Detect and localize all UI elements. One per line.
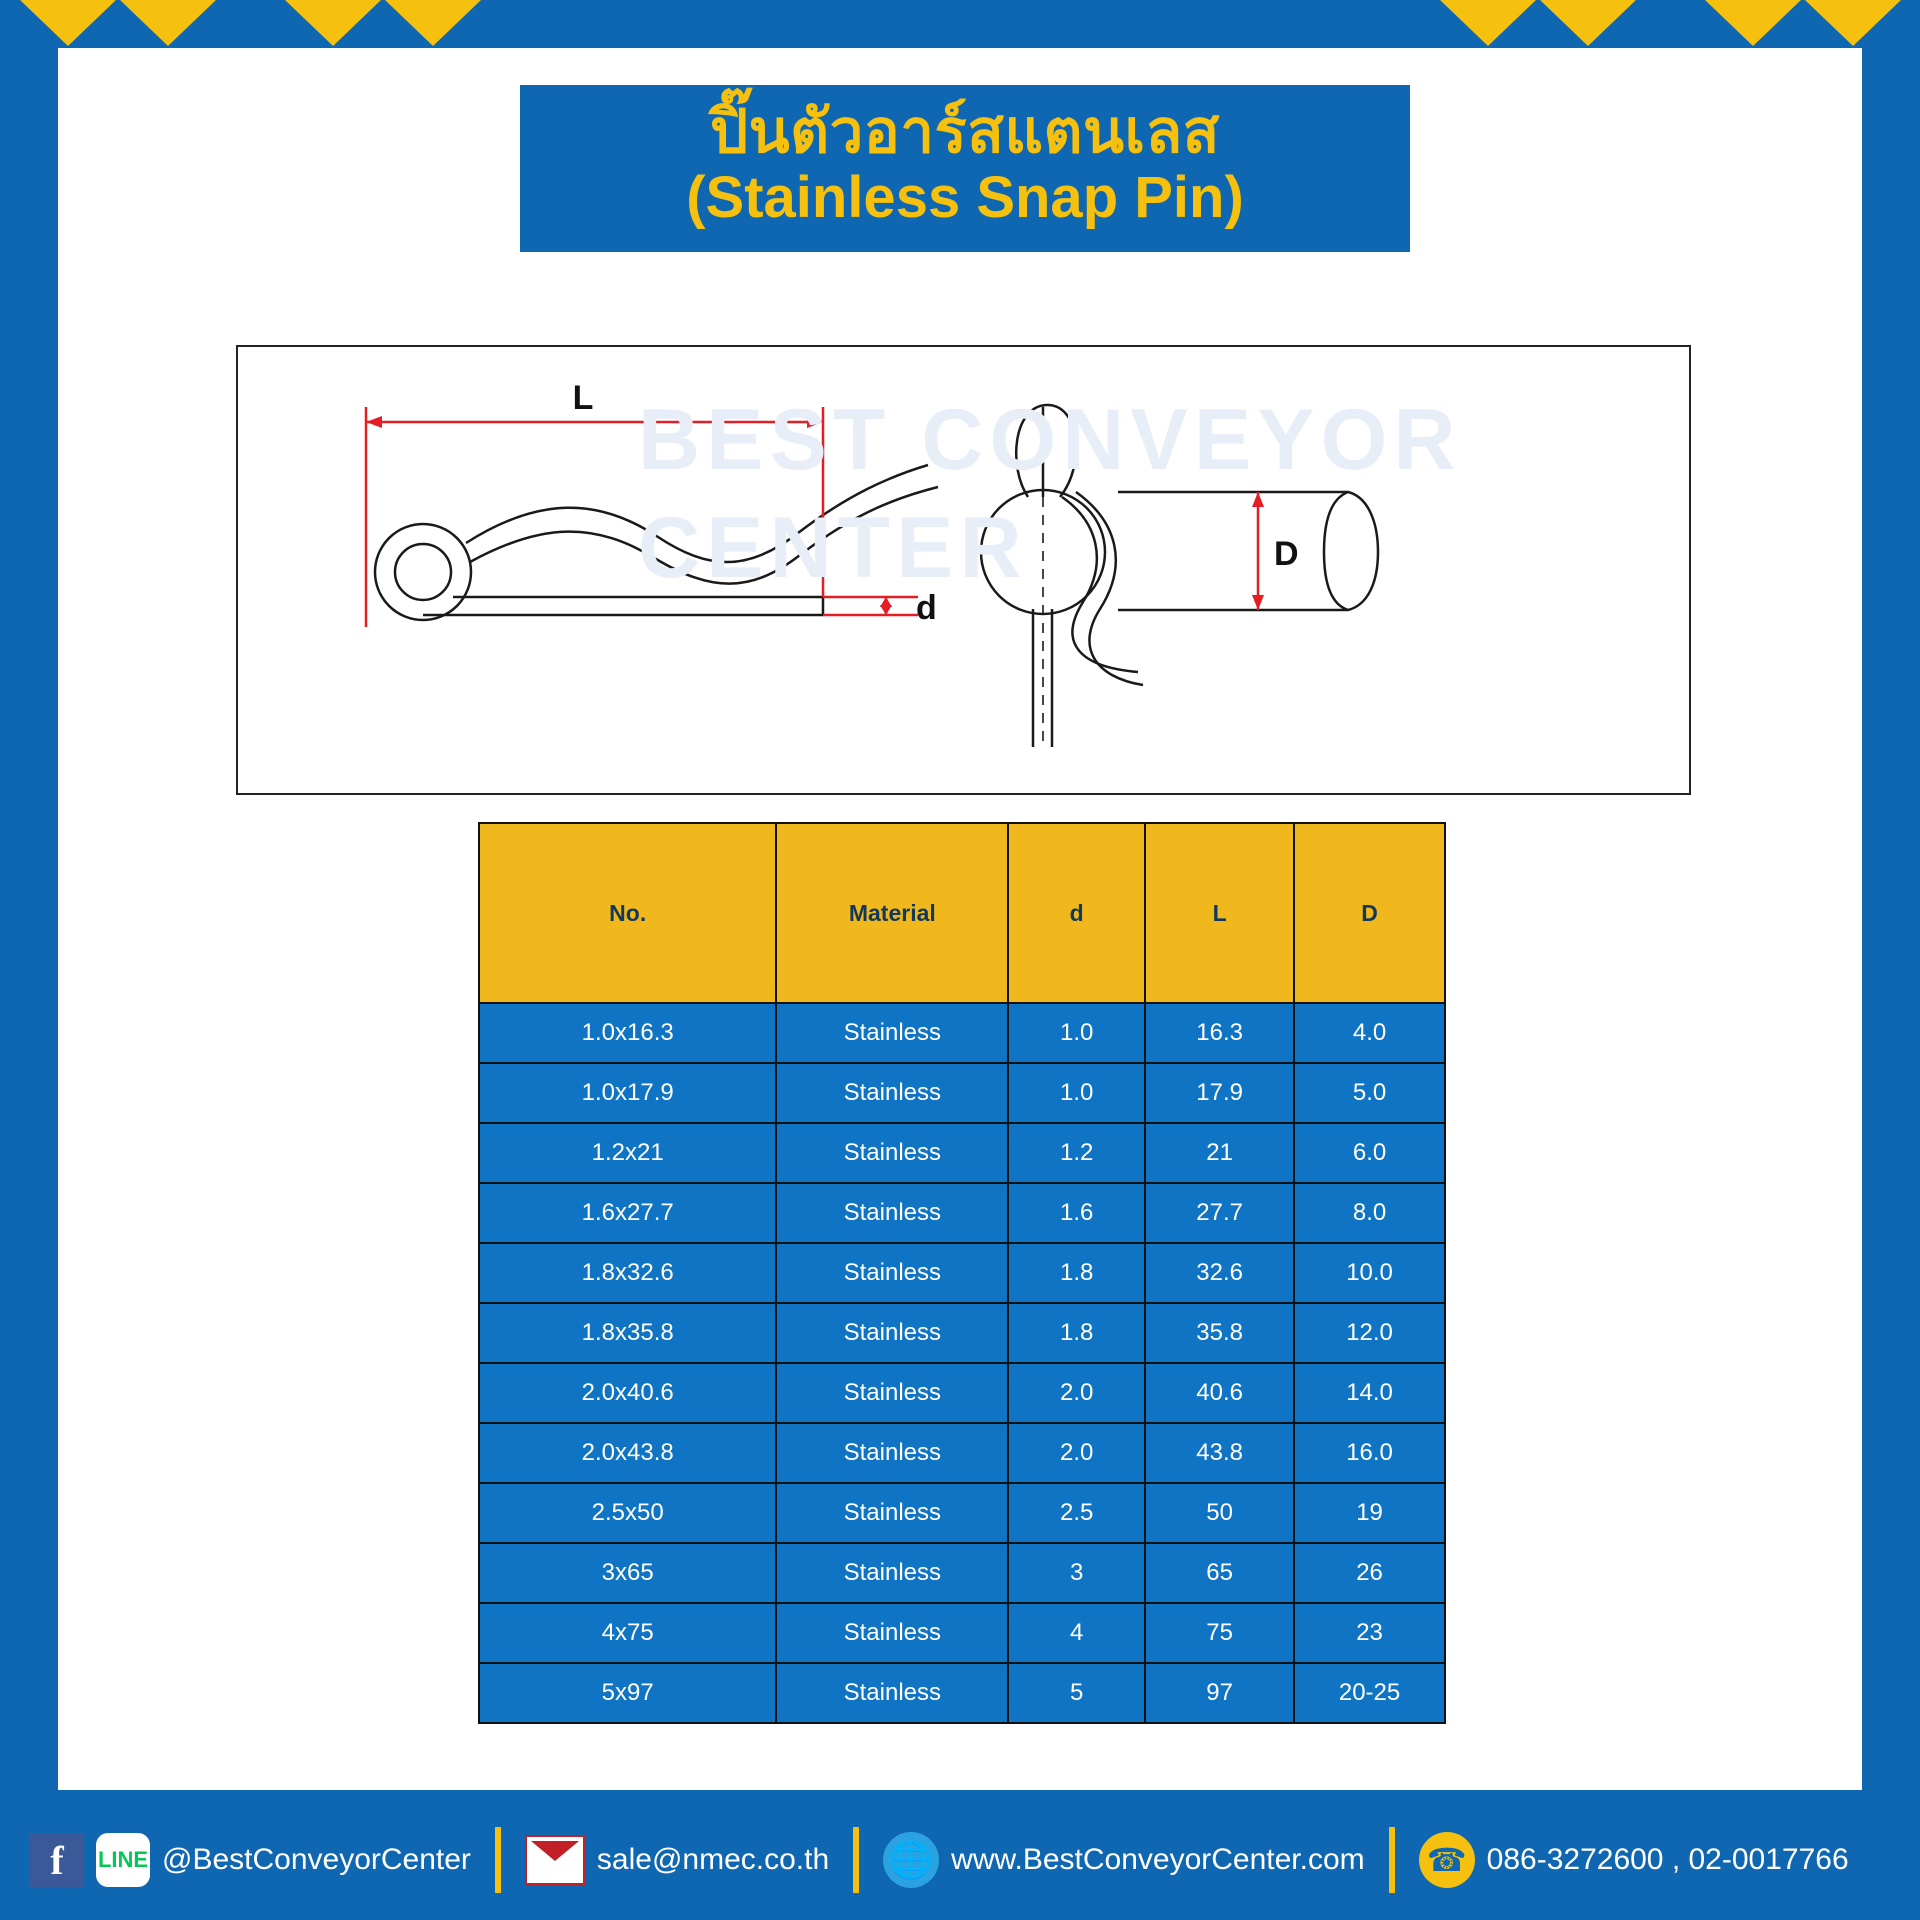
- cell-d: 5: [1008, 1663, 1145, 1723]
- cell-d: 2.0: [1008, 1423, 1145, 1483]
- line-icon[interactable]: LINE: [96, 1833, 150, 1887]
- cell-l: 65: [1145, 1543, 1294, 1603]
- cell-l: 16.3: [1145, 1003, 1294, 1063]
- chevron-decoration-icon: [1540, 0, 1636, 46]
- chevron-decoration-icon: [120, 0, 216, 46]
- cell-l: 27.7: [1145, 1183, 1294, 1243]
- cell-material: Stainless: [776, 1363, 1008, 1423]
- cell-bigd: 26: [1294, 1543, 1445, 1603]
- table-header-l: L: [1145, 823, 1294, 1003]
- cell-d: 3: [1008, 1543, 1145, 1603]
- cell-l: 75: [1145, 1603, 1294, 1663]
- table-row: [479, 1123, 1445, 1183]
- cell-no: 2.0x40.6: [479, 1363, 776, 1423]
- product-diagram: [236, 345, 1691, 795]
- cell-material: Stainless: [776, 1663, 1008, 1723]
- cell-bigd: 10.0: [1294, 1243, 1445, 1303]
- cell-material: Stainless: [776, 1243, 1008, 1303]
- cell-material: Stainless: [776, 1183, 1008, 1243]
- facebook-label: @BestConveyorCenter: [162, 1843, 471, 1876]
- table-header-d: d: [1008, 823, 1145, 1003]
- cell-d: 1.0: [1008, 1003, 1145, 1063]
- table-header-bigd: D: [1294, 823, 1445, 1003]
- cell-no: 1.6x27.7: [479, 1183, 776, 1243]
- cell-l: 97: [1145, 1663, 1294, 1723]
- footer-divider: [495, 1827, 501, 1893]
- footer-facebook[interactable]: [30, 1833, 471, 1887]
- cell-l: 50: [1145, 1483, 1294, 1543]
- cell-d: 1.0: [1008, 1063, 1145, 1123]
- cell-bigd: 5.0: [1294, 1063, 1445, 1123]
- watermark-line-1: BEST CONVEYOR: [638, 392, 1462, 488]
- footer-website[interactable]: [883, 1832, 1365, 1888]
- table-row: [479, 1003, 1445, 1063]
- cell-d: 1.2: [1008, 1123, 1145, 1183]
- cell-d: 1.8: [1008, 1303, 1145, 1363]
- cell-no: 1.0x16.3: [479, 1003, 776, 1063]
- cell-no: 1.8x35.8: [479, 1303, 776, 1363]
- cell-material: Stainless: [776, 1303, 1008, 1363]
- cell-bigd: 16.0: [1294, 1423, 1445, 1483]
- cell-material: Stainless: [776, 1423, 1008, 1483]
- cell-l: 21: [1145, 1123, 1294, 1183]
- cell-d: 4: [1008, 1603, 1145, 1663]
- table-header-material: Material: [776, 823, 1008, 1003]
- cell-bigd: 14.0: [1294, 1363, 1445, 1423]
- cell-no: 4x75: [479, 1603, 776, 1663]
- footer-email[interactable]: [525, 1835, 829, 1885]
- globe-icon[interactable]: 🌐: [883, 1832, 939, 1888]
- cell-no: 2.5x50: [479, 1483, 776, 1543]
- chevron-decoration-icon: [20, 0, 116, 46]
- email-label: sale@nmec.co.th: [596, 1843, 830, 1876]
- cell-d: 2.0: [1008, 1363, 1145, 1423]
- phone-icon[interactable]: ☎: [1419, 1832, 1475, 1888]
- cell-d: 2.5: [1008, 1483, 1145, 1543]
- cell-material: Stainless: [776, 1483, 1008, 1543]
- footer-divider: [1389, 1827, 1395, 1893]
- dimension-label-d: d: [916, 589, 937, 627]
- specification-table: [478, 822, 1446, 1724]
- footer-phone[interactable]: [1419, 1832, 1849, 1888]
- cell-material: Stainless: [776, 1603, 1008, 1663]
- cell-l: 40.6: [1145, 1363, 1294, 1423]
- table-row: [479, 1423, 1445, 1483]
- table-row: [479, 1363, 1445, 1423]
- cell-bigd: 8.0: [1294, 1183, 1445, 1243]
- cell-l: 43.8: [1145, 1423, 1294, 1483]
- cell-material: Stainless: [776, 1063, 1008, 1123]
- dimension-label-L: L: [572, 379, 594, 417]
- cell-bigd: 12.0: [1294, 1303, 1445, 1363]
- cell-bigd: 19: [1294, 1483, 1445, 1543]
- cell-material: Stainless: [776, 1123, 1008, 1183]
- table-header-row: [479, 823, 1445, 1003]
- table-row: [479, 1603, 1445, 1663]
- dimension-label-D: D: [1274, 535, 1299, 573]
- title-english: (Stainless Snap Pin): [686, 165, 1244, 230]
- chevron-decoration-icon: [385, 0, 481, 46]
- watermark: [638, 387, 1461, 602]
- cell-no: 1.2x21: [479, 1123, 776, 1183]
- cell-no: 1.8x32.6: [479, 1243, 776, 1303]
- cell-bigd: 6.0: [1294, 1123, 1445, 1183]
- cell-d: 1.6: [1008, 1183, 1145, 1243]
- chevron-decoration-icon: [1440, 0, 1536, 46]
- watermark-line-2: CENTER: [638, 499, 1028, 596]
- cell-bigd: 23: [1294, 1603, 1445, 1663]
- table-row: [479, 1183, 1445, 1243]
- cell-l: 35.8: [1145, 1303, 1294, 1363]
- table-row: [479, 1543, 1445, 1603]
- cell-l: 32.6: [1145, 1243, 1294, 1303]
- cell-no: 1.0x17.9: [479, 1063, 776, 1123]
- cell-no: 5x97: [479, 1663, 776, 1723]
- cell-bigd: 20-25: [1294, 1663, 1445, 1723]
- table-row: [479, 1243, 1445, 1303]
- cell-d: 1.8: [1008, 1243, 1145, 1303]
- footer-divider: [853, 1827, 859, 1893]
- chevron-decoration-icon: [1705, 0, 1801, 46]
- page-title: [520, 85, 1410, 252]
- title-thai: ปิ๊นตัวอาร์สแตนเลส: [710, 98, 1220, 165]
- table-header-no: No.: [479, 823, 776, 1003]
- cell-l: 17.9: [1145, 1063, 1294, 1123]
- footer-contact-bar: [0, 1800, 1920, 1920]
- chevron-decoration-icon: [1805, 0, 1901, 46]
- table-row: [479, 1063, 1445, 1123]
- cell-material: Stainless: [776, 1543, 1008, 1603]
- chevron-decoration-icon: [285, 0, 381, 46]
- facebook-icon[interactable]: f: [30, 1833, 84, 1887]
- cell-material: Stainless: [776, 1003, 1008, 1063]
- table-row: [479, 1303, 1445, 1363]
- website-label: www.BestConveyorCenter.com: [951, 1843, 1365, 1876]
- table-row: [479, 1483, 1445, 1543]
- cell-bigd: 4.0: [1294, 1003, 1445, 1063]
- cell-no: 2.0x43.8: [479, 1423, 776, 1483]
- phone-label: 086-3272600 , 02-0017766: [1486, 1843, 1849, 1876]
- table-row: [479, 1663, 1445, 1723]
- cell-no: 3x65: [479, 1543, 776, 1603]
- email-icon[interactable]: [525, 1835, 585, 1885]
